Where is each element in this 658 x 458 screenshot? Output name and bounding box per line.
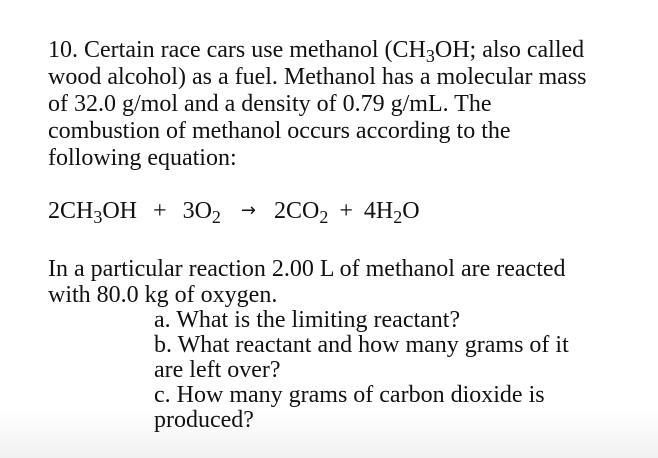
intro-line: combustion of methanol occurs according to the xyxy=(48,118,511,144)
subscript: 2 xyxy=(211,207,221,227)
problem-intro xyxy=(48,37,648,172)
intro-line: of 32.0 g/mol and a density of 0.79 g/mL. The xyxy=(48,91,492,117)
intro-text: 10. Certain race cars use methanol (CH xyxy=(48,37,426,63)
reactant-oxygen xyxy=(182,198,221,227)
formula-text: 4H xyxy=(363,198,394,224)
question-b-continued: are left over? xyxy=(154,357,281,383)
conditions-line: with 80.0 kg of oxygen. xyxy=(48,282,278,308)
reaction-conditions xyxy=(48,256,566,308)
question-b: b. What reactant and how many grams of it xyxy=(154,332,569,358)
formula-text: 2CH xyxy=(48,198,94,224)
product-carbon-dioxide xyxy=(274,198,329,227)
question-c-continued: produced? xyxy=(154,407,254,433)
formula-text: OH xyxy=(102,198,138,224)
intro-line: following equation: xyxy=(48,145,237,171)
question-list xyxy=(154,308,569,433)
reaction-arrow-icon: → xyxy=(240,200,256,221)
subscript: 3 xyxy=(425,46,435,66)
reactant-methanol xyxy=(48,198,138,227)
formula-text: 3O xyxy=(182,198,212,224)
subscript: 2 xyxy=(319,207,329,227)
intro-line xyxy=(48,37,648,64)
intro-line: wood alcohol) as a fuel. Methanol has a molecular mass xyxy=(48,64,587,90)
conditions-line: In a particular reaction 2.00 L of methanol are reacted xyxy=(48,256,566,282)
plus-sign: + xyxy=(339,198,353,224)
question-a: a. What is the limiting reactant? xyxy=(154,307,461,333)
formula-text: 2CO xyxy=(274,198,320,224)
intro-text: OH; also called xyxy=(434,37,585,63)
formula-text: O xyxy=(402,198,420,224)
question-c: c. How many grams of carbon dioxide is xyxy=(154,382,545,408)
subscript: 3 xyxy=(93,207,103,227)
plus-sign: + xyxy=(153,198,167,224)
product-water xyxy=(363,198,420,227)
subscript: 2 xyxy=(393,207,403,227)
chemical-equation xyxy=(48,196,420,228)
